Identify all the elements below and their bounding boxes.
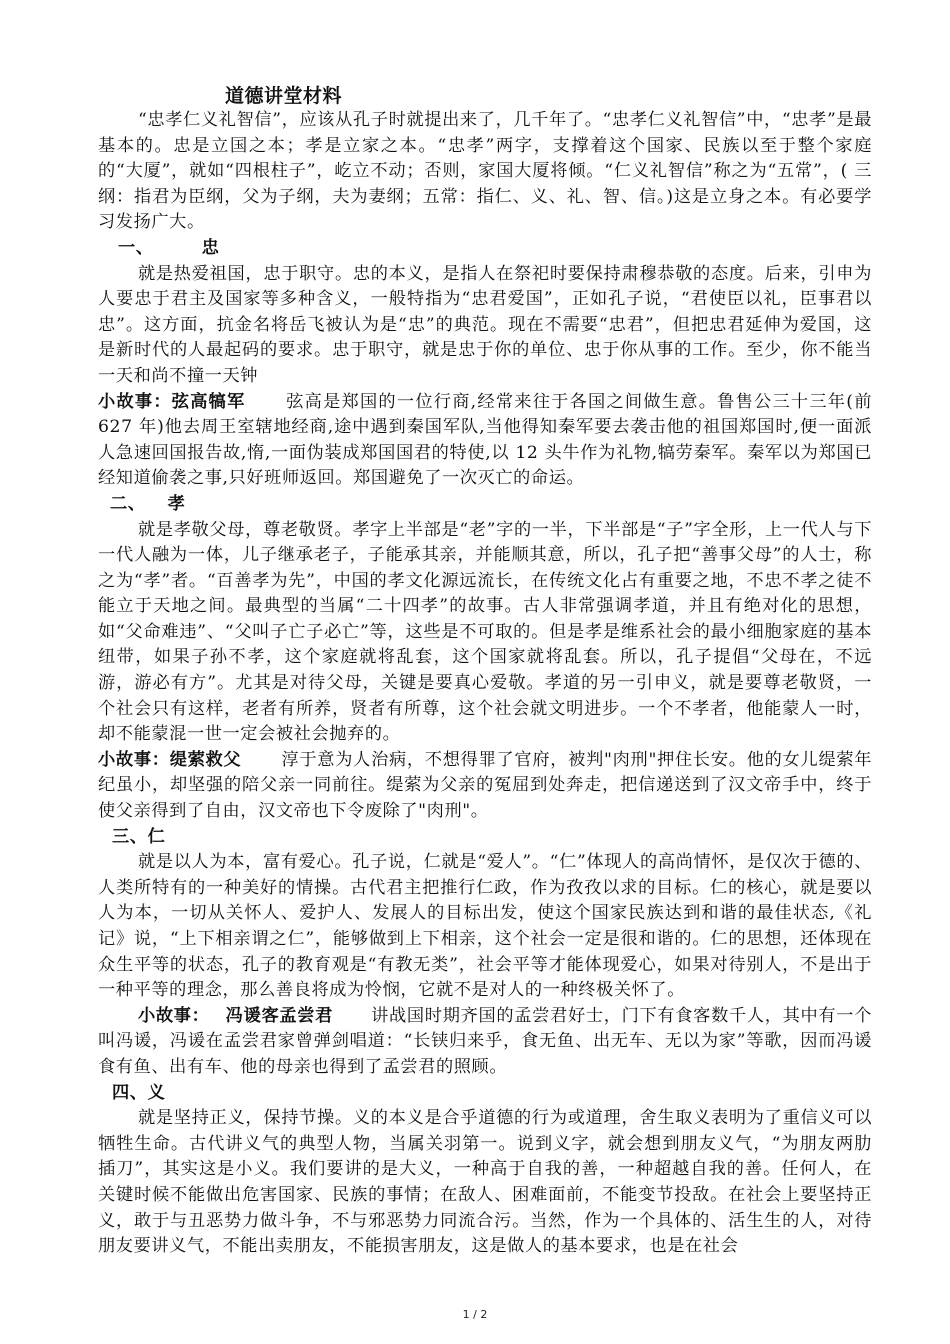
section-body-yi: 就是坚持正义，保持节操。义的本义是合乎道德的行为或道理，舍生取义表明为了重信义可以牺牲生命。古代讲义气的典型人物，当属关羽第一。说到义字，就会想到朋友义气，“为朋友两肋插刀”，其实这是小义。我们要讲的是大义，一种高于自我的善，一种超越自我的善。任何人，在关键时候不能做出危害国家、民族的事情；在敌人、困难面前，不能变节投敌。在社会上要坚持正义，敢于与丑恶势力做斗争，不与邪恶势力同流合污。当然，作为一个具体的、活生生的人，对待朋友要讲义气，不能出卖朋友，不能损害朋友，这是做人的基本要求，也是在社会 [98, 1108, 872, 1257]
section-body-zhong: 就是热爱祖国，忠于职守。忠的本义，是指人在祭祀时要保持肃穆恭敬的态度。后来，引申为人要忠于君主及国家等多种含义，一般特指为“忠君爱国”，正如孔子说，“君使臣以礼，臣事君以忠”。这方面，抗金名将岳飞被认为是“忠”的典范。现在不需要“忠君”，但把忠君延伸为爱国，这是新时代的人最起码的要求。忠于职守，就是忠于你的单位、忠于你从事的工作。至少，你不能当一天和尚不撞一天钟 [98, 263, 872, 386]
section-number: 二、 [110, 493, 146, 514]
section-name: 忠 [201, 237, 220, 258]
story-text: 弦高是郑国的一位行商,经常来往于各国之间做生意。鲁售公三十三年(前 627 年)他去周王室辖地经商,途中遇到秦国军队,当他得知秦军要去袭击他的祖国郑国时,便一面派人急速回国报告故,惰,一面伪装成郑国国君的特使,以 12 头牛作为礼物,犒劳秦军。秦军以为郑国已经知道偷袭之事,只好班师返回。郑国避免了一次灭亡的命运。 [98, 391, 872, 489]
section-heading-ren: 三、仁 [112, 826, 166, 847]
section-body-xiao: 就是孝敬父母，尊老敬贤。孝字上半部是“老”字的一半，下半部是“子”字全形，上一代人与下一代人融为一体，儿子继承老子，子能承其亲，并能顺其意，所以，孔子把“善事父母”的人士，称之为“孝”者。“百善孝为先”，中国的孝文化源远流长，在传统文化占有重要之地，不忠不孝之徒不能立于天地之间。最典型的当属“二十四孝”的故事。古人非常强调孝道，并且有绝对化的思想，如“父命难违”、“父叫子亡子必亡”等，这些是不可取的。但是孝是维系社会的最小细胞家庭的基本纽带，如果子孙不孝，这个家庭就将乱套，这个国家就将乱套。所以，孔子提倡“父母在，不远游，游必有方”。尤其是对待父母，关键是要真心爱敬。孝道的另一引申义，就是要尊老敬贤，一个社会只有这样，老者有所养，贤者有所尊，这个社会就文明进步。一个不孝者，他能蒙人一时，却不能蒙混一世一定会被社会抛弃的。 [98, 519, 872, 745]
story-paragraph-fengxuan [98, 1004, 872, 1081]
section-body-ren: 就是以人为本，富有爱心。孔子说，仁就是“爱人”。“仁”体现人的高尚情怀，是仅次于德的、人类所特有的一种美好的情操。古代君主把推行仁政，作为孜孜以求的目标。仁的核心，就是要以人为本，一切从关怀人、爱护人、发展人的目标出发，使这个国家民族达到和谐的最佳状态,《礼记》说，“上下相亲谓之仁”，能够做到上下相亲，这个社会一定是很和谐的。仁的思想，还体现在众生平等的状态，孔子的教育观是“有教无类”，社会平等才能体现爱心，如果对待别人，不是出于一种平等的理念，那么善良将成为怜悯，它就不是对人的一种终极关怀了。 [98, 852, 872, 1001]
story-label: 小故事： [138, 1005, 210, 1026]
story-text: 讲战国时期齐国的孟尝君好士，门下有食客数千人，其中有一个叫冯谖，冯谖在孟尝君家曾弹剑唱道：“长铗归来乎，食无鱼、出无车、无以为家”等歌，因而冯谖食有鱼、出有车、他的母亲也得到了孟尝君的照顾。 [98, 1005, 872, 1077]
section-heading-zhong [98, 236, 872, 262]
page-number: 1 / 2 [462, 1308, 488, 1321]
section-number: 一、 [118, 237, 154, 258]
story-label: 小故事：缇萦救父 [98, 749, 242, 770]
story-text: 淳于意为人治病，不想得罪了官府，被判"肉刑"押住长安。他的女儿缇萦年纪虽小，却坚强的陪父亲一同前往。缇萦为父亲的冤屈到处奔走，把信递送到了汉文帝手中，终于使父亲得到了自由，汉文帝也下令废除了"肉刑"。 [98, 749, 872, 822]
story-title: 冯谖客孟尝君 [225, 1005, 334, 1026]
document-page [98, 84, 872, 1260]
story-label: 小故事：弦高犒军 [98, 391, 246, 412]
section-name: 孝 [167, 493, 186, 514]
story-paragraph-xiangao [98, 390, 872, 492]
document-title: 道德讲堂材料 [225, 85, 343, 107]
section-heading-yi: 四、义 [112, 1082, 166, 1103]
section-heading-xiao [98, 492, 872, 518]
intro-paragraph: “忠孝仁义礼智信”，应该从孔子时就提出来了，几千年了。“忠孝仁义礼智信”中，“忠孝”是最基本的。忠是立国之本；孝是立家之本。“忠孝”两字，支撑着这个国家、民族以至于整个家庭的“大厦”，就如“四根柱子”，屹立不动；否则，家国大厦将倾。“仁义礼智信”称之为“五常”，( 三纲：指君为臣纲，父为子纲，夫为妻纲；五常：指仁、义、礼、智、信。)这是立身之本。有必要学习发扬广大。 [98, 110, 872, 233]
story-paragraph-tiying [98, 748, 872, 825]
